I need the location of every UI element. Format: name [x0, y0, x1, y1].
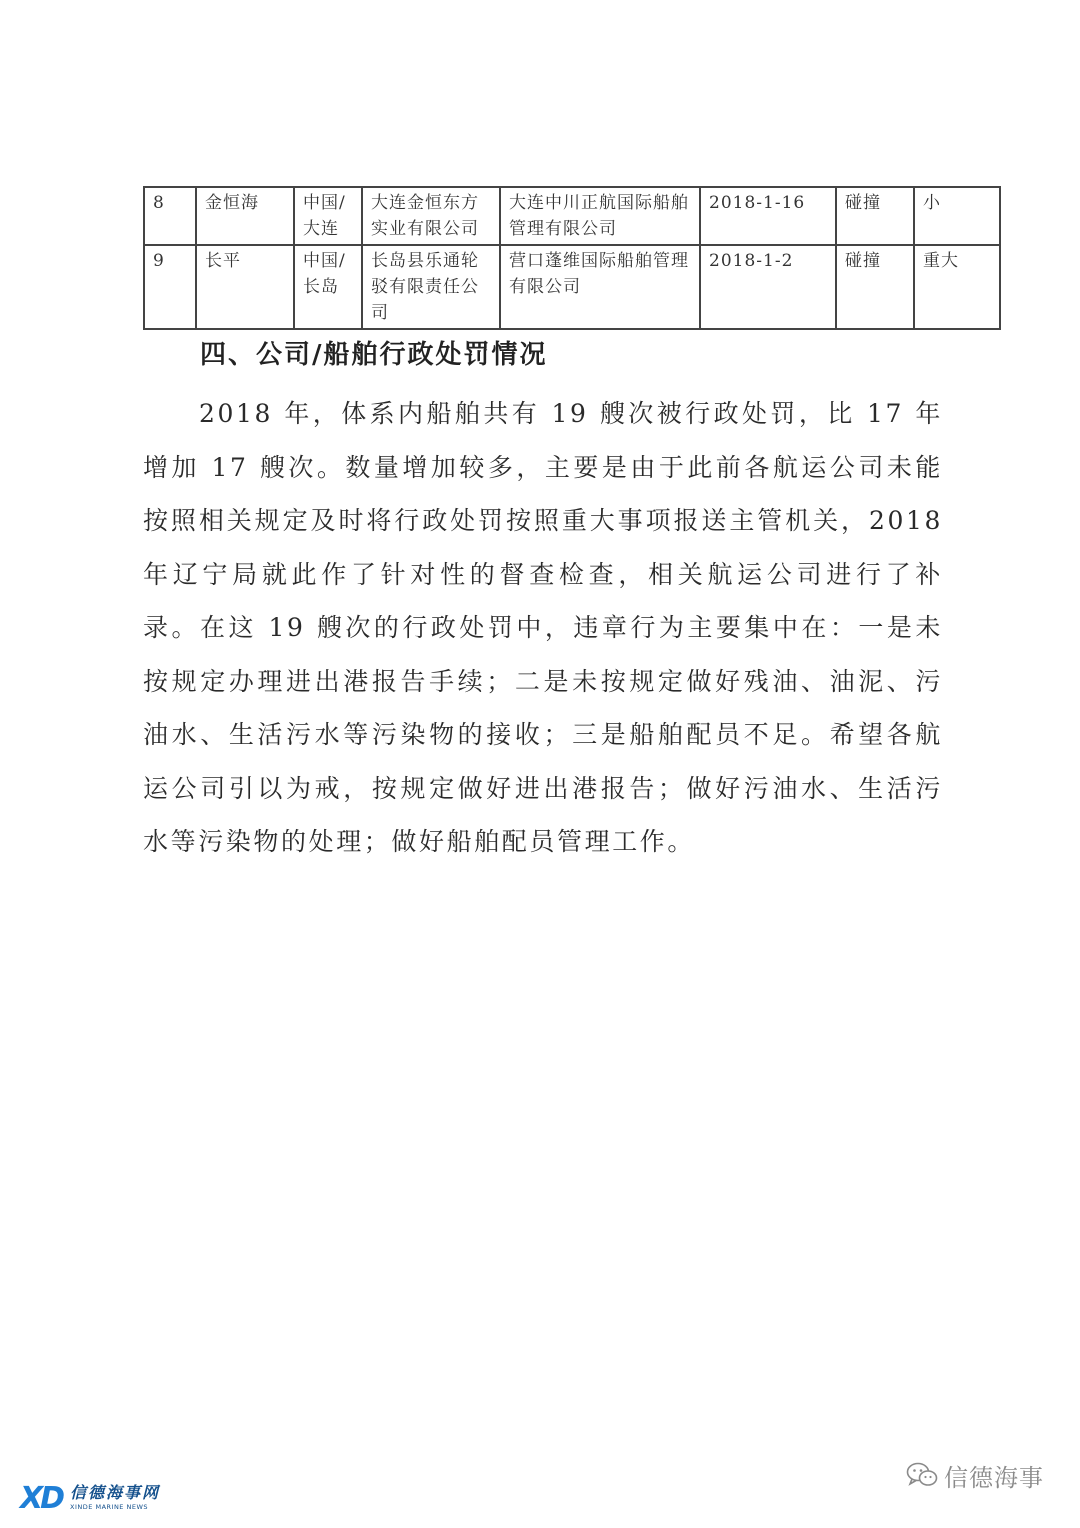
wechat-watermark [906, 1458, 1044, 1492]
cell-severity: 重大 [914, 245, 1000, 329]
cell-accident-type: 碰撞 [836, 245, 914, 329]
cell-flag-port: 中国/长岛 [294, 245, 362, 329]
cell-owner: 大连金恒东方实业有限公司 [362, 187, 500, 245]
cell-flag-port: 中国/大连 [294, 187, 362, 245]
cell-owner: 长岛县乐通轮驳有限责任公司 [362, 245, 500, 329]
casualty-table [143, 186, 1001, 330]
table-row [144, 245, 1000, 329]
site-logo [20, 1478, 160, 1518]
watermark-text: 信德海事 [944, 1463, 1044, 1492]
cell-date: 2018-1-16 [700, 187, 836, 245]
cell-severity: 小 [914, 187, 1000, 245]
cell-accident-type: 碰撞 [836, 187, 914, 245]
table-row [144, 187, 1000, 245]
body-paragraph: 2018 年，体系内船舶共有 19 艘次被行政处罚，比 17 年增加 17 艘次。数量增加较多，主要是由于此前各航运公司未能按照相关规定及时将行政处罚按照重大事项报送主管机关，2018 年辽宁局就此作了针对性的督查检查，相关航运公司进行了补录。在这 19 艘次的行政处罚中，违章行为主要集中在：一是未按规定办理进出港报告手续；二是未按规定做好残油、油泥、污油水、生活污水等污染物的接收；三是船舶配员不足。希望各航运公司引以为戒，按规定做好进出港报告；做好污油水、生活污水等污染物的处理；做好船舶配员管理工作。 [143, 399, 943, 856]
cell-ship-name: 长平 [196, 245, 294, 329]
cell-no: 9 [144, 245, 196, 329]
xd-logo-mark: XD [20, 1480, 63, 1516]
cell-ship-name: 金恒海 [196, 187, 294, 245]
wechat-icon [906, 1461, 938, 1489]
logo-chinese-text: 信德海事网 [70, 1483, 161, 1503]
cell-date: 2018-1-2 [700, 245, 836, 329]
cell-manager: 营口蓬维国际船舶管理有限公司 [500, 245, 700, 329]
section-heading: 四、公司/船舶行政处罚情况 [200, 340, 548, 370]
logo-english-text: XINDE MARINE NEWS [70, 1503, 149, 1512]
cell-no: 8 [144, 187, 196, 245]
cell-manager: 大连中川正航国际船舶管理有限公司 [500, 187, 700, 245]
